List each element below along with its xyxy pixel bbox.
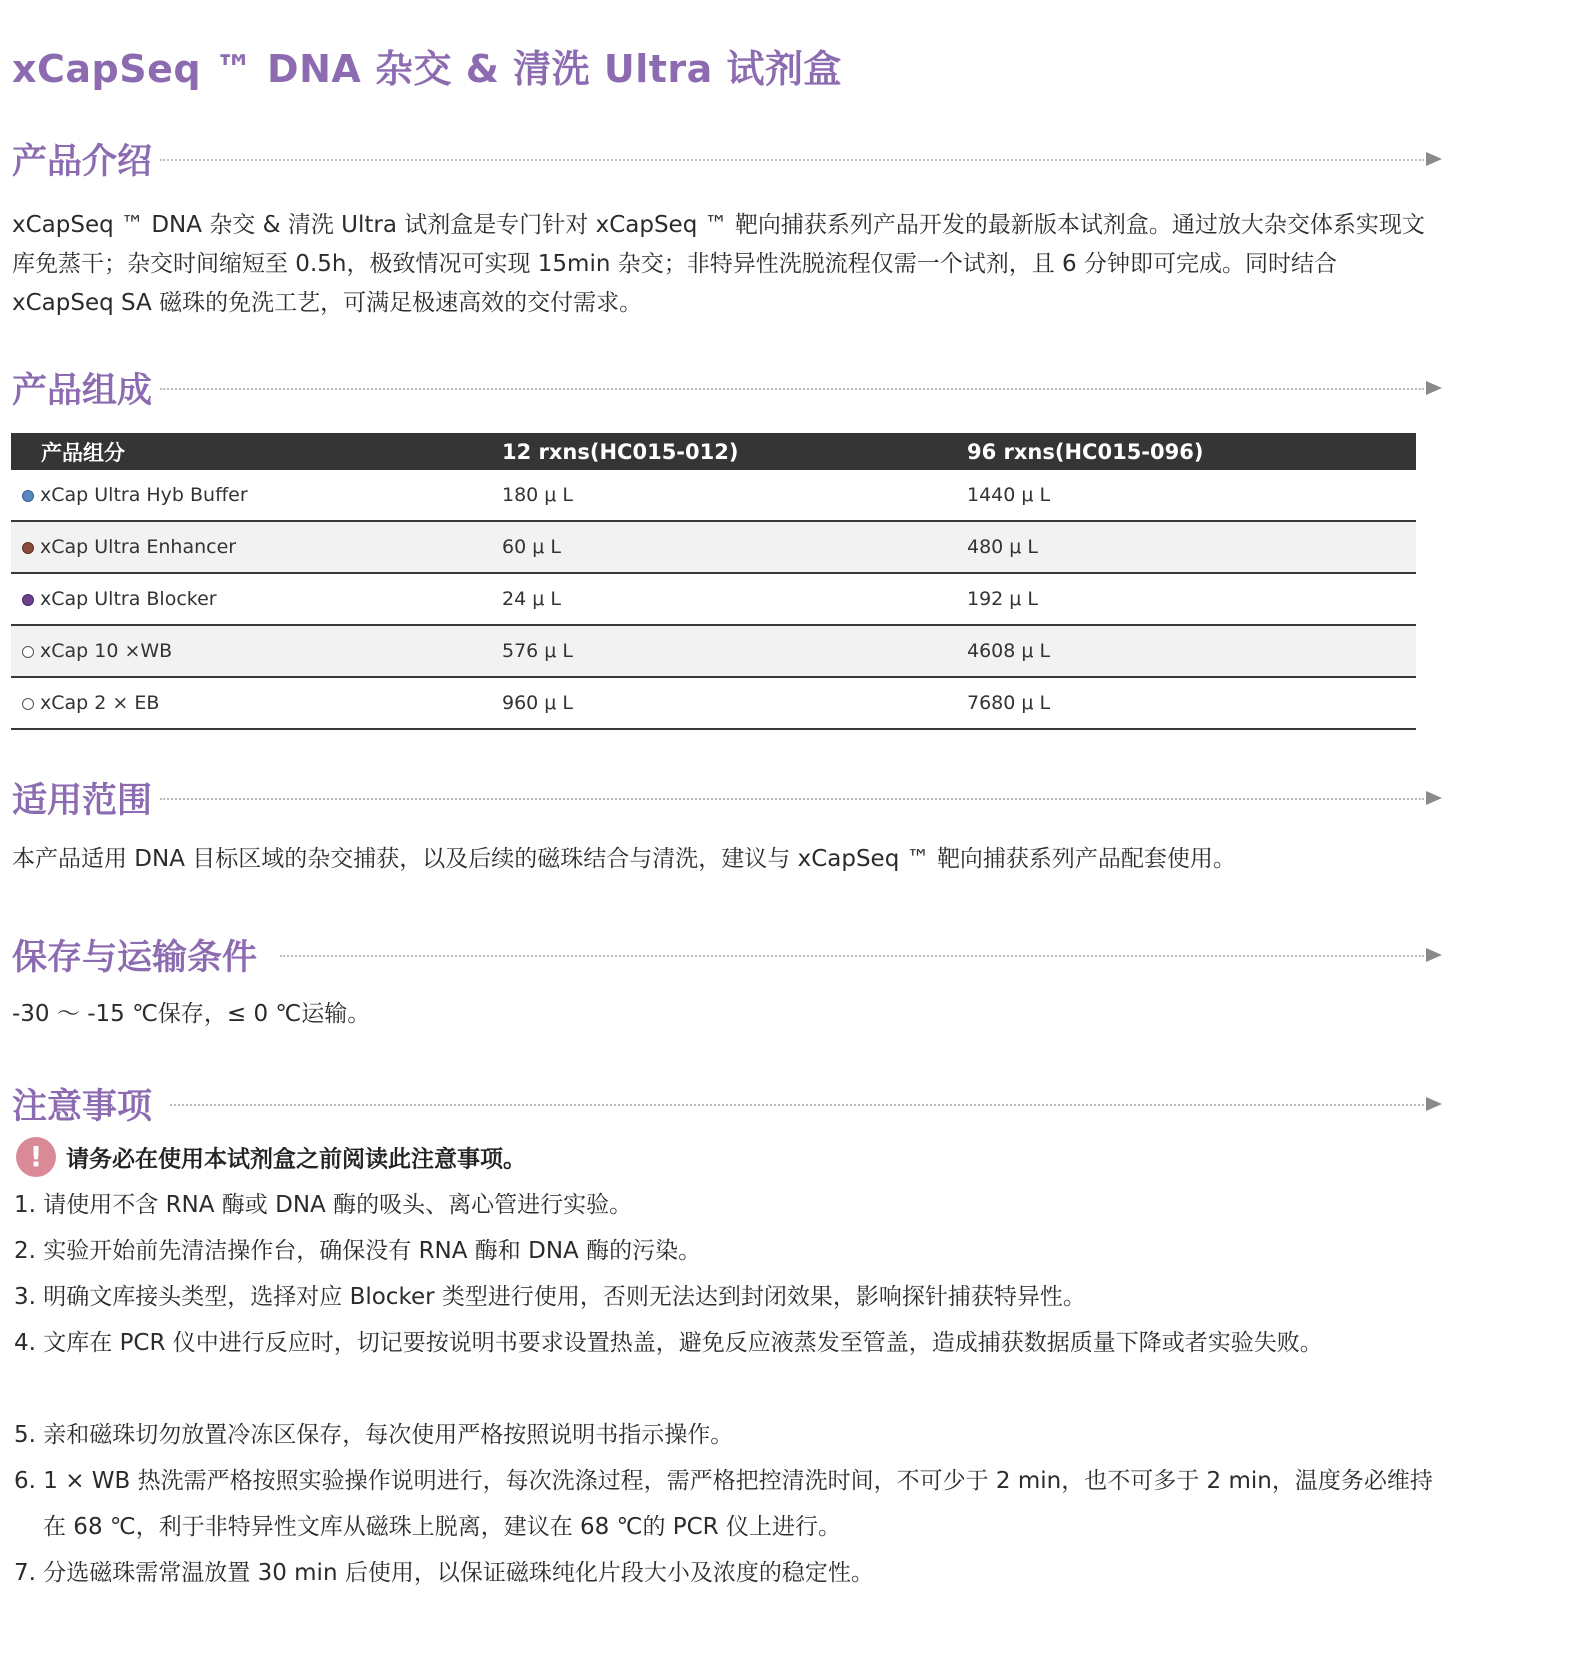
volume-96: 4608 μ L: [967, 625, 1416, 677]
volume-12: 576 μ L: [502, 625, 967, 677]
section-title: 产品介绍: [12, 142, 153, 182]
table-row: [11, 573, 1416, 625]
warning-line: [16, 1137, 526, 1179]
note-item-7: 7. 分选磁珠需常温放置 30 min 后使用，以保证磁珠纯化片段大小及浓度的稳定性。: [14, 1560, 874, 1586]
table-row: [11, 677, 1416, 729]
header-component: 产品组分: [11, 433, 502, 470]
page-title: xCapSeq ™ DNA 杂交 & 清洗 Ultra 试剂盒: [12, 47, 843, 91]
arrow-right-icon: [1426, 1097, 1442, 1111]
arrow-right-icon: [1426, 381, 1442, 395]
dotted-rule: [160, 798, 1424, 800]
component-name: xCap 2 × EB: [40, 692, 160, 714]
note-item-5: 5. 亲和磁珠切勿放置冷冻区保存，每次使用严格按照说明书指示操作。: [14, 1422, 734, 1448]
dotted-rule: [280, 955, 1424, 957]
section-title: 适用范围: [12, 781, 153, 821]
note-item-3: 3. 明确文库接头类型，选择对应 Blocker 类型进行使用，否则无法达到封闭效果，影响探针捕获特异性。: [14, 1284, 1086, 1310]
component-name: xCap Ultra Enhancer: [40, 536, 237, 558]
note-item-2: 2. 实验开始前先清洁操作台，确保没有 RNA 酶和 DNA 酶的污染。: [14, 1238, 702, 1264]
arrow-right-icon: [1426, 791, 1442, 805]
section-title: 保存与运输条件: [12, 938, 258, 978]
volume-12: 960 μ L: [502, 677, 967, 729]
component-name: xCap Ultra Blocker: [40, 588, 217, 610]
table-row: [11, 625, 1416, 677]
volume-96: 480 μ L: [967, 521, 1416, 573]
section-title: 注意事项: [12, 1087, 153, 1127]
note-item-1: 1. 请使用不含 RNA 酶或 DNA 酶的吸头、离心管进行实验。: [14, 1192, 633, 1218]
volume-96: 7680 μ L: [967, 677, 1416, 729]
note-item-4: 4. 文库在 PCR 仪中进行反应时，切记要按说明书要求设置热盖，避免反应液蒸发至管盖，造成捕获数据质量下降或者实验失败。: [14, 1330, 1323, 1356]
section-heading-notes: [12, 1079, 1442, 1129]
volume-96: 1440 μ L: [967, 470, 1416, 521]
volume-96: 192 μ L: [967, 573, 1416, 625]
white-dot-icon: [22, 646, 34, 658]
arrow-right-icon: [1426, 948, 1442, 962]
section-title: 产品组成: [12, 371, 153, 411]
intro-paragraph: xCapSeq ™ DNA 杂交 & 清洗 Ultra 试剂盒是专门针对 xCapSeq ™ 靶向捕获系列产品开发的最新版本试剂盒。通过放大杂交体系实现文库免蒸干；杂交时间缩短至 0.5h，极致情况可实现 15min 杂交；非特异性洗脱流程仅需一个试剂，且 6 分钟即可完成。同时结合 xCapSeq SA 磁珠的免洗工艺，可满足极速高效的交付需求。: [12, 212, 1425, 316]
white-dot-icon: [22, 698, 34, 710]
header-96rxns: 96 rxns(HC015-096): [967, 433, 1416, 470]
note-item-6: 6. 1 × WB 热洗需严格按照实验操作说明进行，每次洗涤过程，需严格把控清洗时间，不可少于 2 min，也不可多于 2 min，温度务必维持在 68 ℃，利于非特异性文库从磁珠上脱离，建议在 68 ℃的 PCR 仪上进行。: [14, 1468, 1433, 1540]
component-name: xCap Ultra Hyb Buffer: [40, 484, 248, 506]
dotted-rule: [160, 159, 1424, 161]
section-heading-intro: [12, 134, 1442, 184]
brown-dot-icon: [22, 542, 34, 554]
composition-table: [11, 433, 1416, 730]
storage-paragraph: -30 ～ -15 ℃保存，≤ 0 ℃运输。: [12, 1001, 371, 1027]
section-heading-storage: [12, 930, 1442, 980]
component-name: xCap 10 ×WB: [40, 640, 173, 662]
exclamation-circle-icon: !: [16, 1137, 56, 1177]
header-12rxns: 12 rxns(HC015-012): [502, 433, 967, 470]
volume-12: 180 μ L: [502, 470, 967, 521]
blue-dot-icon: [22, 490, 34, 502]
table-row: [11, 521, 1416, 573]
arrow-right-icon: [1426, 152, 1442, 166]
dotted-rule: [160, 388, 1424, 390]
scope-paragraph: 本产品适用 DNA 目标区域的杂交捕获，以及后续的磁珠结合与清洗，建议与 xCapSeq ™ 靶向捕获系列产品配套使用。: [12, 846, 1236, 872]
volume-12: 60 μ L: [502, 521, 967, 573]
table-row: [11, 470, 1416, 521]
warning-text: 请务必在使用本试剂盒之前阅读此注意事项。: [66, 1146, 526, 1173]
section-heading-scope: [12, 773, 1442, 823]
volume-12: 24 μ L: [502, 573, 967, 625]
section-heading-composition: [12, 363, 1442, 413]
table-header-row: [11, 433, 1416, 470]
purple-dot-icon: [22, 594, 34, 606]
dotted-rule: [170, 1104, 1424, 1106]
